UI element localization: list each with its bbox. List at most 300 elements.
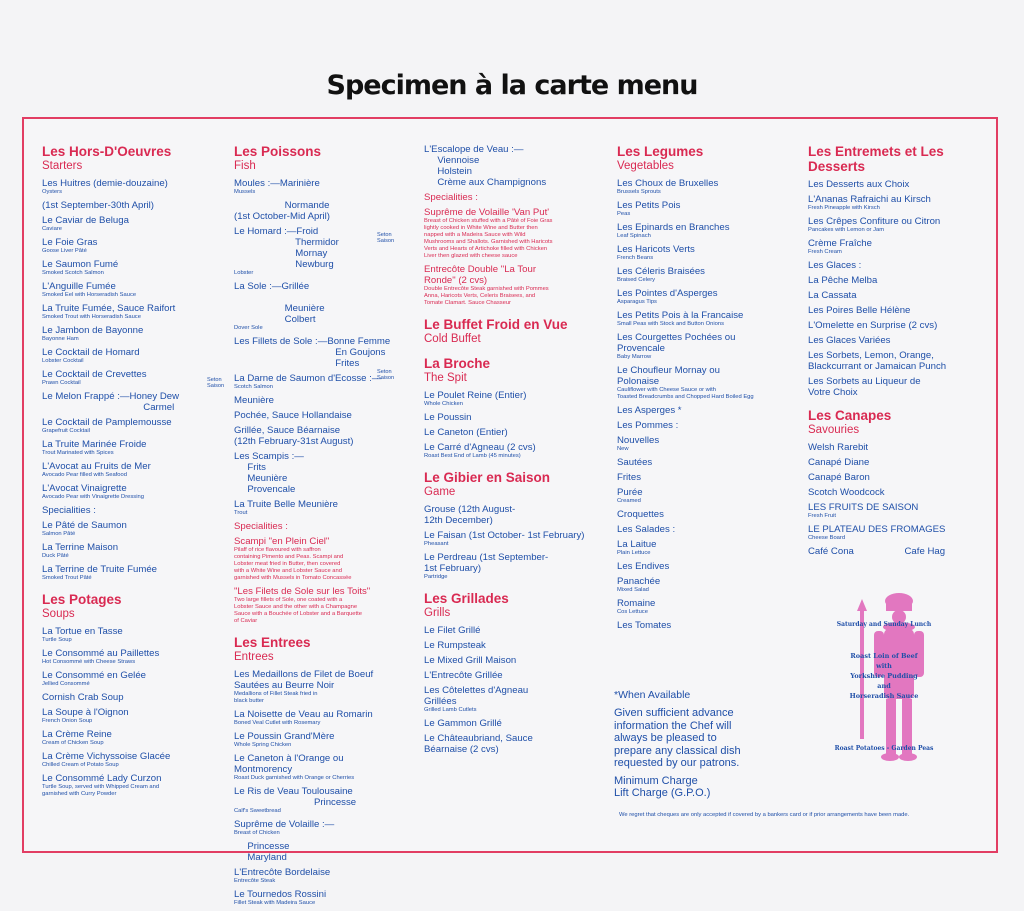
menu-item bbox=[424, 670, 604, 681]
menu-item-description: Braised Celery bbox=[617, 277, 656, 283]
menu-item-name: Scotch Woodcock bbox=[808, 487, 885, 498]
lunch-sides: Roast Potatoes - Garden Peas bbox=[834, 745, 934, 752]
section-subheading: The Spit bbox=[424, 372, 467, 384]
menu-item-name: Le Caneton à l'Orange ou Montmorency bbox=[234, 753, 344, 775]
menu-section bbox=[617, 144, 797, 631]
menu-item-name: Le Carré d'Agneau (2 cvs) bbox=[424, 442, 536, 453]
menu-item-name: Le Faisan (1st October- 1st February) bbox=[424, 530, 585, 541]
menu-item-description: Breast of Chicken bbox=[234, 830, 280, 836]
menu-item bbox=[808, 275, 993, 286]
menu-item-description: Two large fillets of Sole, one coated with a Lobster Sauce and the other with a Champagne Sauce with a Bouchée of Lobster and a Barquette of Caviar bbox=[234, 597, 362, 624]
menu-item bbox=[234, 336, 419, 369]
menu-item-description: Smoked Scotch Salmon bbox=[42, 270, 104, 276]
menu-item bbox=[617, 539, 797, 557]
menu-item-name: LE PLATEAU DES FROMAGES bbox=[808, 524, 946, 535]
menu-item-description: Roast Duck garnished with Orange or Cherries bbox=[234, 775, 355, 781]
menu-item-name: Canapé Diane bbox=[808, 457, 870, 468]
menu-item bbox=[234, 867, 419, 885]
menu-item-name: Le Poulet Reine (Entier) bbox=[424, 390, 527, 401]
menu-item-name: Le Rumpsteak bbox=[424, 640, 486, 651]
menu-item-name: La Truite Fumée, Sauce Raifort bbox=[42, 303, 176, 314]
menu-item-name: Les Huitres (demie-douzaine) bbox=[42, 178, 168, 189]
section-heading: Les Entremets et Les Desserts bbox=[808, 144, 944, 174]
menu-item-description: Cos Lettuce bbox=[617, 609, 648, 615]
menu-item-name: La Truite Marinée Froide bbox=[42, 439, 147, 450]
menu-item bbox=[617, 244, 797, 262]
menu-item-name: Le Homard :—Froid Thermidor Mornay Newburg bbox=[234, 226, 339, 270]
menu-item-description: Turtle Soup, served with Whipped Cream and garnished with Curry Powder bbox=[42, 784, 160, 797]
menu-item bbox=[617, 561, 797, 572]
side-note: Seton Saison bbox=[377, 369, 395, 381]
menu-item-description: French Onion Soup bbox=[42, 718, 93, 724]
menu-item bbox=[234, 281, 419, 332]
menu-column-3 bbox=[424, 144, 604, 759]
menu-item-name: Les Côtelettes d'Agneau Grillées bbox=[424, 685, 529, 707]
menu-item bbox=[617, 598, 797, 616]
menu-item-description: Whole Chicken bbox=[424, 401, 463, 407]
menu-item-name: Entrecôte Double "La Tour Ronde" (2 cvs) bbox=[424, 264, 537, 286]
menu-item bbox=[234, 709, 419, 727]
menu-item bbox=[808, 457, 993, 468]
menu-item-name: Le Choufleur Mornay ou Polonaise bbox=[617, 365, 720, 387]
menu-item bbox=[808, 179, 993, 190]
menu-item bbox=[808, 524, 993, 542]
menu-item-description: Peas bbox=[617, 211, 631, 217]
menu-item bbox=[617, 487, 797, 505]
section-subheading: Starters bbox=[42, 160, 83, 172]
menu-item-description: New bbox=[617, 446, 629, 452]
menu-item bbox=[42, 773, 227, 798]
menu-item-name: Le Poussin Grand'Mère bbox=[234, 731, 335, 742]
menu-item bbox=[424, 685, 604, 714]
menu-item-name: La Truite Belle Meunière bbox=[234, 499, 338, 510]
menu-item-description: Mussels bbox=[234, 189, 256, 195]
menu-item-name: La Crème Vichyssoise Glacée bbox=[42, 751, 171, 762]
menu-item bbox=[617, 222, 797, 240]
menu-item-name: Les Courgettes Pochées ou Provencale bbox=[617, 332, 736, 354]
menu-item-name: Croquettes bbox=[617, 509, 664, 520]
menu-item-name: Les Petits Pois à la Francaise bbox=[617, 310, 744, 321]
menu-item bbox=[617, 266, 797, 284]
menu-item-name: Canapé Baron bbox=[808, 472, 870, 483]
menu-item-description: Lobster bbox=[234, 270, 254, 276]
menu-item bbox=[234, 669, 419, 705]
menu-item-description: Duck Pâté bbox=[42, 553, 69, 559]
menu-item-name: Les Céleris Braisées bbox=[617, 266, 705, 277]
section-subheading: Vegetables bbox=[617, 160, 674, 172]
menu-item-name: Princesse Maryland bbox=[247, 841, 290, 863]
menu-item-name: Les Epinards en Branches bbox=[617, 222, 730, 233]
menu-item bbox=[234, 731, 419, 749]
menu-item bbox=[234, 819, 419, 837]
menu-item-description: Whole Spring Chicken bbox=[234, 742, 292, 748]
section-heading: Les Legumes bbox=[617, 144, 704, 159]
menu-item bbox=[424, 655, 604, 666]
menu-item bbox=[424, 552, 604, 581]
menu-item bbox=[234, 521, 419, 532]
menu-item bbox=[808, 335, 993, 346]
section-heading: Les Hors-D'Oeuvres bbox=[42, 144, 172, 159]
menu-item-name: Les Endives bbox=[617, 561, 670, 572]
menu-item bbox=[424, 412, 604, 423]
menu-item bbox=[617, 472, 797, 483]
menu-item-name: Le Foie Gras bbox=[42, 237, 98, 248]
menu-item bbox=[234, 499, 419, 517]
menu-item bbox=[808, 216, 993, 234]
menu-item-name: Le Pâté de Saumon bbox=[42, 520, 127, 531]
menu-item-description: Salmon Pâté bbox=[42, 531, 76, 537]
menu-item-description: Partridge bbox=[424, 574, 448, 580]
menu-item-name: Le Châteaubriand, Sauce Béarnaise (2 cvs) bbox=[424, 733, 533, 755]
menu-item bbox=[617, 332, 797, 361]
menu-item bbox=[234, 451, 419, 495]
menu-item-name: La Cassata bbox=[808, 290, 857, 301]
menu-item-description: Pilaff of rice flavoured with saffron containing Pimento and Peas. Scampi and Lobster meat fried in Butter, then covered with a White Wine and Lobster Sauce and garnished with Mussels in Tomato Concassée bbox=[234, 547, 352, 581]
menu-item-description: Goose Liver Pâté bbox=[42, 248, 87, 254]
menu-item-description: Cream of Chicken Soup bbox=[42, 740, 104, 746]
menu-item bbox=[42, 692, 227, 703]
menu-item-name: Les Pommes : bbox=[617, 420, 679, 431]
menu-section bbox=[234, 635, 419, 907]
menu-item-description: Asparagus Tips bbox=[617, 299, 657, 305]
menu-item-name: La Terrine de Truite Fumée bbox=[42, 564, 158, 575]
menu-item bbox=[617, 178, 797, 196]
menu-item bbox=[234, 841, 419, 863]
menu-item-name: Les Glaces Variées bbox=[808, 335, 891, 346]
menu-item-name: Le Mixed Grill Maison bbox=[424, 655, 517, 666]
menu-item-name: Le Ris de Veau Toulousaine Princesse bbox=[234, 786, 357, 808]
menu-item bbox=[424, 718, 604, 729]
menu-item-description: Brussels Sprouts bbox=[617, 189, 661, 195]
menu-item bbox=[42, 200, 227, 211]
menu-item-description: Dover Sole bbox=[234, 325, 263, 331]
menu-item bbox=[617, 365, 797, 401]
menu-item-name: "Les Filets de Sole sur les Toits" bbox=[234, 586, 371, 597]
menu-item bbox=[42, 461, 227, 479]
menu-item bbox=[617, 457, 797, 468]
menu-item-name: Frites bbox=[617, 472, 641, 483]
menu-item bbox=[234, 178, 419, 196]
menu-item-name: L'Ananas Rafraichi au Kirsch bbox=[808, 194, 931, 205]
menu-item-name: Purée bbox=[617, 487, 643, 498]
menu-item-name: Meunière bbox=[234, 395, 274, 406]
availability-label: *When Available bbox=[614, 689, 691, 701]
menu-column-4 bbox=[617, 144, 797, 635]
section-heading: La Broche bbox=[424, 356, 491, 371]
menu-item-description: Avocado Pear with Vinaigrette Dressing bbox=[42, 494, 144, 500]
menu-section bbox=[42, 592, 227, 798]
menu-item-description: Grilled Lamb Cutlets bbox=[424, 707, 477, 713]
menu-item-description: Boned Veal Cutlet with Rosemary bbox=[234, 720, 321, 726]
menu-section bbox=[808, 144, 993, 398]
section-heading: Le Buffet Froid en Vue bbox=[424, 317, 568, 332]
menu-item-name: Les Haricots Verts bbox=[617, 244, 695, 255]
menu-column-1 bbox=[42, 144, 227, 802]
menu-item-name: Suprême de Volaille 'Van Put' bbox=[424, 207, 550, 218]
menu-item-name: Romaine bbox=[617, 598, 656, 609]
menu-item bbox=[42, 391, 227, 413]
menu-item bbox=[424, 640, 604, 651]
menu-item-name: Panachée bbox=[617, 576, 661, 587]
menu-item-name: La Soupe à l'Oignon bbox=[42, 707, 129, 718]
menu-item-name: Grouse (12th August- 12th December) bbox=[424, 504, 516, 526]
menu-item-name: Moules :—Marinière bbox=[234, 178, 320, 189]
menu-item-name: La Sole :—Grillée Meunière Colbert bbox=[234, 281, 325, 325]
menu-item-description: Double Entrecôte Steak garnished with Pommes Anna, Haricots Verts, Celeris Braisees, and Tomate Clamart. Sauce Chasseur bbox=[424, 286, 549, 306]
menu-item-name: La Tortue en Tasse bbox=[42, 626, 123, 637]
menu-item-name: Les Sorbets au Liqueur de Votre Choix bbox=[808, 376, 921, 398]
menu-item-description: Trout Marinated with Spices bbox=[42, 450, 114, 456]
menu-item-name: L'Entrecôte Bordelaise bbox=[234, 867, 331, 878]
menu-item bbox=[424, 504, 604, 526]
menu-item bbox=[42, 369, 227, 387]
menu-item bbox=[424, 207, 604, 260]
menu-item-name: Le Consommé au Paillettes bbox=[42, 648, 160, 659]
menu-item-description: Bayonne Ham bbox=[42, 336, 79, 342]
menu-section bbox=[234, 144, 419, 625]
menu-column-5 bbox=[808, 144, 993, 561]
menu-item-name: Sautées bbox=[617, 457, 653, 468]
menu-item-name: Les Fillets de Sole :—Bonne Femme En Goujons Frites bbox=[234, 336, 391, 369]
menu-item-name: Crème Fraîche bbox=[808, 238, 872, 249]
minimum-charge: Minimum Charge bbox=[614, 774, 698, 787]
lunch-panel bbox=[824, 589, 974, 779]
menu-item bbox=[808, 260, 993, 271]
menu-item bbox=[234, 410, 419, 421]
menu-item-description: Hot Consommé with Cheese Straws bbox=[42, 659, 136, 665]
menu-item-name: Les Asperges * bbox=[617, 405, 682, 416]
menu-item-description: Fresh Fruit bbox=[808, 513, 837, 519]
menu-section bbox=[424, 470, 604, 581]
menu-item-name: L'Avocat Vinaigrette bbox=[42, 483, 127, 494]
availability-block bbox=[614, 689, 794, 800]
section-subheading: Game bbox=[424, 486, 456, 498]
section-heading: Les Entrees bbox=[234, 635, 311, 650]
section-subheading: Entrees bbox=[234, 651, 274, 663]
menu-item-description: Pheasant bbox=[424, 541, 449, 547]
menu-item bbox=[234, 753, 419, 782]
menu-item-description: Trout bbox=[234, 510, 248, 516]
menu-item bbox=[42, 542, 227, 560]
menu-item-name: Specialities : bbox=[424, 192, 478, 203]
menu-item bbox=[617, 288, 797, 306]
menu-item-description: Jellied Consommé bbox=[42, 681, 90, 687]
menu-item bbox=[42, 564, 227, 582]
menu-item-description: Entrecôte Steak bbox=[234, 878, 276, 884]
menu-item-name: Les Petits Pois bbox=[617, 200, 681, 211]
menu-item bbox=[617, 310, 797, 328]
menu-item-name: Welsh Rarebit bbox=[808, 442, 869, 453]
menu-item-description: Fresh Cream bbox=[808, 249, 842, 255]
menu-item bbox=[808, 472, 993, 483]
menu-item-name: Pochée, Sauce Hollandaise bbox=[234, 410, 352, 421]
menu-item bbox=[234, 536, 419, 582]
section-heading: Les Grillades bbox=[424, 591, 509, 606]
menu-item bbox=[42, 259, 227, 277]
menu-item-description: Medallions of Fillet Steak fried in black butter bbox=[234, 691, 318, 704]
menu-item-name: Le Caviar de Beluga bbox=[42, 215, 129, 226]
menu-item-description: Roast Best End of Lamb (45 minutes) bbox=[424, 453, 521, 459]
section-subheading: Soups bbox=[42, 608, 75, 620]
menu-item-name: Suprême de Volaille :— bbox=[234, 819, 335, 830]
menu-item bbox=[424, 427, 604, 438]
menu-item-description: Creamed bbox=[617, 498, 641, 504]
menu-item-name: Le Gammon Grillé bbox=[424, 718, 502, 729]
menu-item-description: Grapefruit Cocktail bbox=[42, 428, 91, 434]
side-note: Seton Saison bbox=[207, 377, 225, 389]
section-heading: Les Canapes bbox=[808, 408, 892, 423]
menu-item-name: La Laitue bbox=[617, 539, 657, 550]
menu-item bbox=[808, 320, 993, 331]
menu-item-name: Les Tomates bbox=[617, 620, 672, 631]
menu-item bbox=[42, 729, 227, 747]
menu-item-name: Le Consommé Lady Curzon bbox=[42, 773, 162, 784]
menu-item bbox=[808, 502, 993, 520]
menu-frame bbox=[22, 117, 998, 906]
menu-item-name: Le Melon Frappé :—Honey Dew Carmel bbox=[42, 391, 180, 413]
menu-item-name: Les Scampis :— Frits Meunière Provencale bbox=[234, 451, 304, 495]
menu-item-name: Le Tournedos Rossini bbox=[234, 889, 327, 900]
menu-item bbox=[808, 238, 993, 256]
menu-item bbox=[42, 281, 227, 299]
menu-column-2 bbox=[234, 144, 419, 911]
menu-item-description: Leaf Spinach bbox=[617, 233, 651, 239]
menu-item-name: Le Cocktail de Homard bbox=[42, 347, 140, 358]
menu-item-description: Mixed Salad bbox=[617, 587, 649, 593]
menu-item-description: Caviare bbox=[42, 226, 62, 232]
menu-item-name: L'Escalope de Veau :— Viennoise Holstein Crème aux Champignons bbox=[424, 144, 547, 188]
menu-item-name: Les Crêpes Confiture ou Citron bbox=[808, 216, 941, 227]
menu-item-name: La Pêche Melba bbox=[808, 275, 878, 286]
menu-item-name: La Noisette de Veau au Romarin bbox=[234, 709, 373, 720]
availability-text: Given sufficient advance information the Chef will always be pleased to prepare any classical dish requested by our patrons. bbox=[614, 707, 741, 769]
menu-item-name: Les Sorbets, Lemon, Orange, Blackcurrant or Jamaican Punch bbox=[808, 350, 947, 372]
menu-item-description: Small Peas with Stock and Button Onions bbox=[617, 321, 724, 327]
menu-item-name: Cornish Crab Soup bbox=[42, 692, 124, 703]
menu-item bbox=[808, 290, 993, 301]
menu-item bbox=[424, 144, 604, 188]
menu-item bbox=[617, 620, 797, 631]
section-subheading: Grills bbox=[424, 607, 451, 619]
cheque-note: We regret that cheques are only accepted if covered by a bankers card or if prior arrangements have been made. bbox=[619, 812, 910, 818]
menu-item-description: Calf's Sweetbread bbox=[234, 808, 281, 814]
menu-item-name: Specialities : bbox=[234, 521, 288, 532]
menu-item bbox=[808, 376, 993, 398]
menu-item-description: French Beans bbox=[617, 255, 654, 261]
menu-item bbox=[808, 350, 993, 372]
menu-item-description: Turtle Soup bbox=[42, 637, 72, 643]
menu-item-description: Fresh Pineapple with Kirsch bbox=[808, 205, 880, 211]
menu-item bbox=[424, 264, 604, 307]
section-subheading: Fish bbox=[234, 160, 256, 172]
menu-item-name: Les Desserts aux Choix bbox=[808, 179, 910, 190]
menu-item bbox=[42, 670, 227, 688]
menu-item-name: Normande (1st October-Mid April) bbox=[234, 200, 330, 222]
menu-item bbox=[424, 733, 604, 755]
menu-section bbox=[424, 591, 604, 755]
lunch-dish: Roast Loin of Beef with Yorkshire Pudding and Horseradish Sauce bbox=[849, 652, 919, 700]
page-title: Specimen à la carte menu bbox=[326, 70, 698, 101]
menu-item-description: Plain Lettuce bbox=[617, 550, 651, 556]
menu-item bbox=[617, 524, 797, 535]
menu-item bbox=[808, 442, 993, 453]
menu-item-name: Le Caneton (Entier) bbox=[424, 427, 508, 438]
menu-item bbox=[424, 625, 604, 636]
menu-item-name: La Terrine Maison bbox=[42, 542, 119, 553]
menu-item bbox=[808, 487, 993, 498]
menu-item-name: La Darne de Saumon d'Ecosse :— bbox=[234, 373, 382, 384]
menu-item-name: L'Omelette en Surprise (2 cvs) bbox=[808, 320, 938, 331]
section-heading: Le Gibier en Saison bbox=[424, 470, 551, 485]
menu-item-description: Lobster Cocktail bbox=[42, 358, 84, 364]
menu-item bbox=[617, 405, 797, 416]
menu-item-name: Le Cocktail de Crevettes bbox=[42, 369, 147, 380]
menu-item bbox=[424, 530, 604, 548]
menu-section bbox=[42, 144, 227, 582]
menu-item-description: Fillet Steak with Madeira Sauce bbox=[234, 900, 316, 906]
menu-section bbox=[424, 144, 604, 307]
section-heading: Les Poissons bbox=[234, 144, 322, 159]
menu-section bbox=[424, 317, 604, 346]
menu-item-description: Smoked Trout Pâté bbox=[42, 575, 92, 581]
menu-item-description: Smoked Eel with Horseradish Sauce bbox=[42, 292, 137, 298]
menu-item bbox=[617, 435, 797, 453]
menu-item-name: Café Cona Cafe Hag bbox=[808, 546, 946, 557]
menu-item bbox=[424, 442, 604, 460]
menu-item-description: Oysters bbox=[42, 189, 62, 195]
menu-item-description: Prawn Cocktail bbox=[42, 380, 81, 386]
menu-item-name: LES FRUITS DE SAISON bbox=[808, 502, 919, 513]
menu-item bbox=[42, 347, 227, 365]
menu-item-name: Grillée, Sauce Béarnaise (12th February-31st August) bbox=[234, 425, 354, 447]
menu-item-name: Specialities : bbox=[42, 505, 96, 516]
menu-item-description: Chilled Cream of Potato Soup bbox=[42, 762, 119, 768]
menu-item-name: Le Perdreau (1st September- 1st February) bbox=[424, 552, 549, 574]
menu-item bbox=[42, 303, 227, 321]
menu-item bbox=[42, 178, 227, 196]
menu-item bbox=[42, 505, 227, 516]
menu-item-description: Cheese Board bbox=[808, 535, 846, 541]
menu-item-name: Le Saumon Fumé bbox=[42, 259, 119, 270]
menu-item-name: Le Consommé en Gelée bbox=[42, 670, 146, 681]
menu-item bbox=[42, 417, 227, 435]
lunch-title: Saturday and Sunday Lunch bbox=[836, 621, 932, 628]
menu-item bbox=[617, 576, 797, 594]
menu-item-description: Avocado Pear filled with Seafood bbox=[42, 472, 127, 478]
menu-item bbox=[42, 751, 227, 769]
menu-item bbox=[808, 194, 993, 212]
menu-item bbox=[42, 325, 227, 343]
menu-item bbox=[808, 305, 993, 316]
menu-item-name: Les Medaillons de Filet de Boeuf Sautées au Beurre Noir bbox=[234, 669, 374, 691]
menu-item-description: Baby Marrow bbox=[617, 354, 652, 360]
menu-item-name: Les Glaces : bbox=[808, 260, 862, 271]
side-note: Seton Saison bbox=[377, 232, 395, 244]
menu-item bbox=[234, 786, 419, 815]
menu-item-name: Le Filet Grillé bbox=[424, 625, 481, 636]
menu-item-name: Le Cocktail de Pamplemousse bbox=[42, 417, 172, 428]
menu-item bbox=[234, 200, 419, 222]
menu-item-name: Le Poussin bbox=[424, 412, 472, 423]
menu-item-description: Scotch Salmon bbox=[234, 384, 273, 390]
menu-item-name: Les Poires Belle Hélène bbox=[808, 305, 911, 316]
menu-item bbox=[42, 439, 227, 457]
menu-item bbox=[42, 626, 227, 644]
menu-item-description: Pancakes with Lemon or Jam bbox=[808, 227, 885, 233]
menu-item-description: Smoked Trout with Horseradish Sauce bbox=[42, 314, 141, 320]
menu-item bbox=[617, 420, 797, 431]
lift-charge: Lift Charge (G.P.O.) bbox=[614, 787, 711, 799]
